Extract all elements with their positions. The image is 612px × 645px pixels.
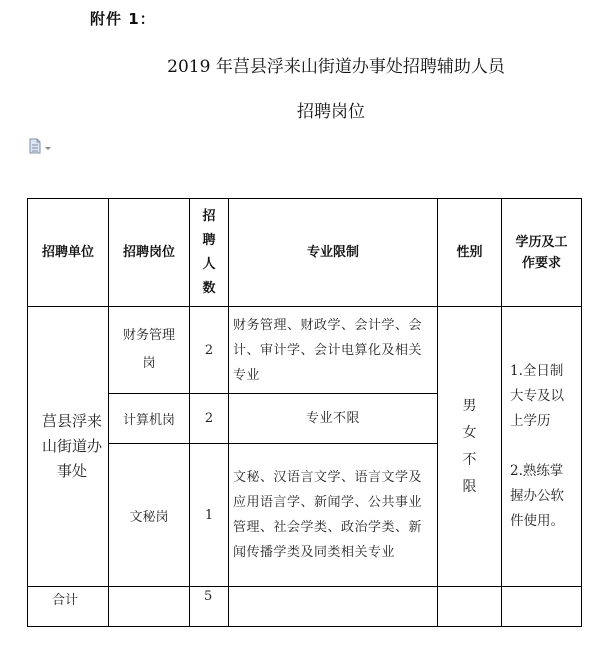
header-major: 专业限制 (229, 199, 438, 307)
gender-requirement: 男 女 不 限 (438, 307, 502, 587)
post-count: 2 (190, 307, 229, 394)
positions-table (27, 198, 582, 627)
unit-name: 莒县浮来 山街道办 事处 (28, 307, 109, 587)
table-header-row (28, 199, 582, 307)
header-unit: 招聘单位 (28, 199, 109, 307)
post-count: 2 (190, 394, 229, 444)
education-requirement: 1.全日制大专及以上学历 2.熟练掌握办公软件使用。 (502, 307, 582, 587)
total-count: 5 (190, 587, 229, 627)
total-row (28, 587, 582, 627)
paste-options-icon[interactable] (28, 138, 54, 154)
post-name: 财务管理 岗 (109, 307, 190, 394)
total-label: 合计 (28, 587, 109, 627)
major-requirement: 文秘、汉语言文学、语言文学及应用语言学、新闻学、公共事业管理、社会学类、政治学类、新闻传播学类及同类相关专业 (229, 444, 438, 587)
total-empty-cell (109, 587, 190, 627)
post-name: 计算机岗 (109, 394, 190, 444)
document-title: 2019 年莒县浮来山街道办事处招聘辅助人员 (167, 57, 505, 77)
header-count: 招 聘 人 数 (190, 199, 229, 307)
major-requirement: 专业不限 (229, 394, 438, 444)
header-gender: 性别 (438, 199, 502, 307)
header-post: 招聘岗位 (109, 199, 190, 307)
major-requirement: 财务管理、财政学、会计学、会计、审计学、会计电算化及相关专业 (229, 307, 438, 394)
total-empty-cell (502, 587, 582, 627)
total-empty-cell (438, 587, 502, 627)
table-row (28, 307, 582, 394)
total-empty-cell (229, 587, 438, 627)
post-count: 1 (190, 444, 229, 587)
header-edu: 学历及工 作要求 (502, 199, 582, 307)
post-name: 文秘岗 (109, 444, 190, 587)
document-subtitle: 招聘岗位 (297, 102, 365, 122)
attachment-label: 附件 1： (90, 10, 156, 28)
